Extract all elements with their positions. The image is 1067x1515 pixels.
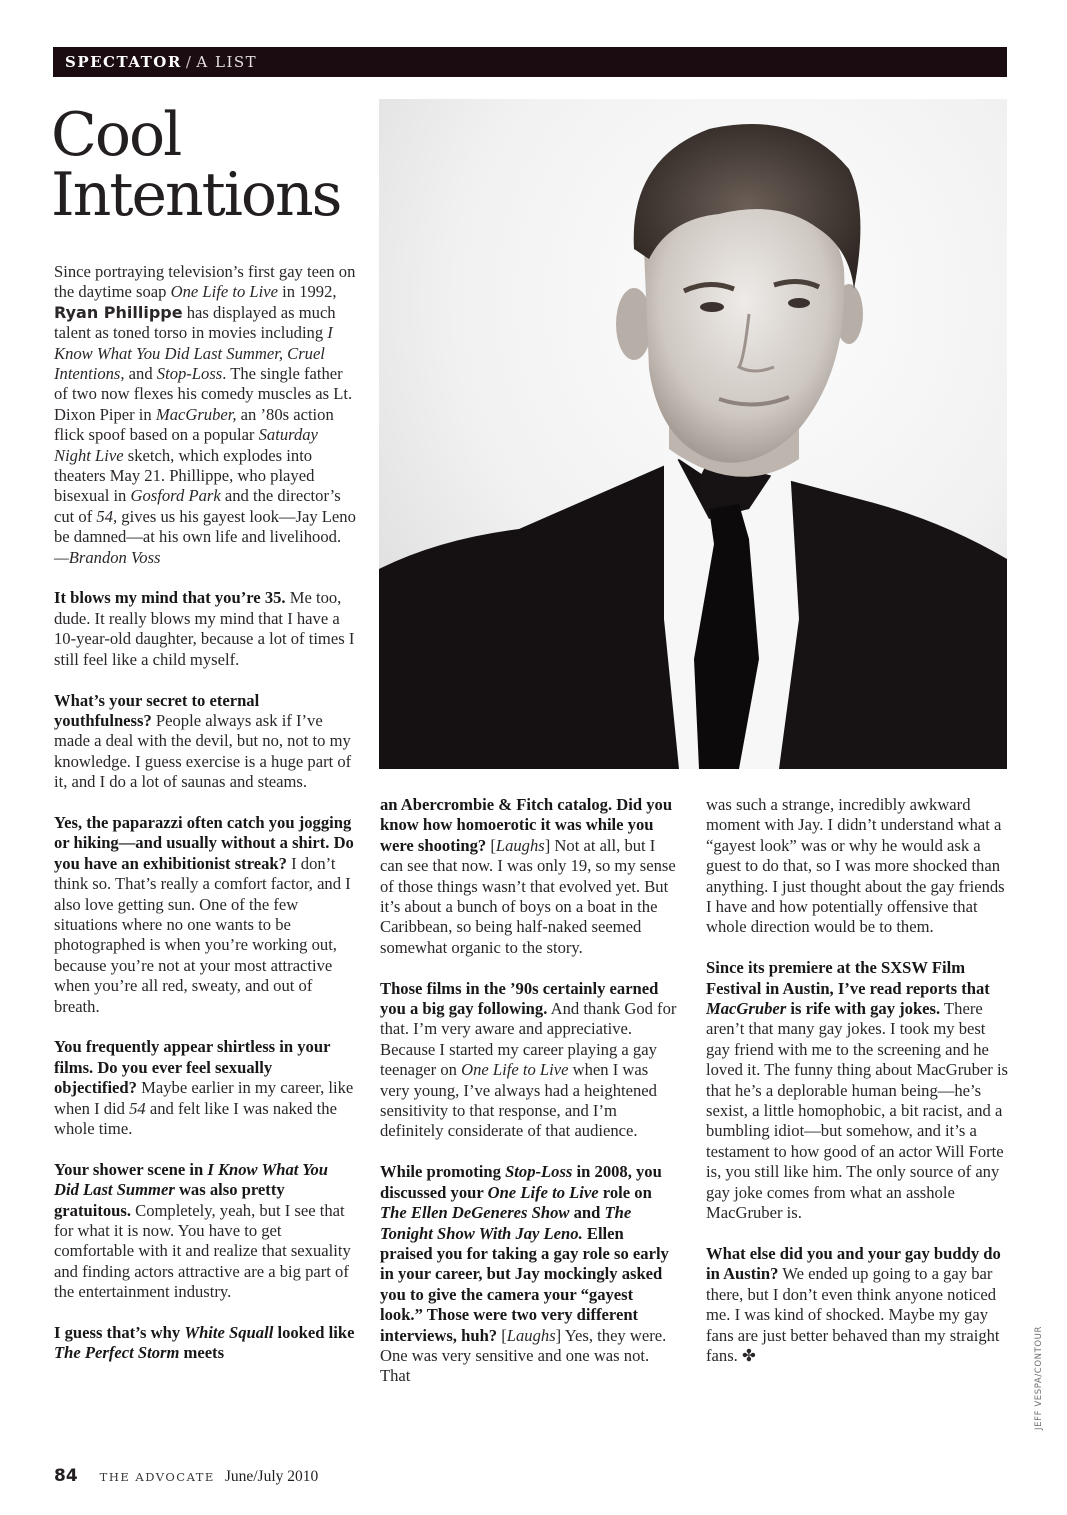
answer: Completely, yeah, but I see that for what it is now. You have to get comfortable with it and realize that sexuality and finding actors attractive are a big part of the entertainment industry. (54, 1200, 351, 1302)
photo-credit-text: JEFF VESPA/CONTOUR (1034, 1326, 1044, 1430)
answer: ] Not at all, but I can see that now. I was only 19, so my sense of those things wasn’t that evolved yet. But it’s about a bunch of boys on a boat in the Caribbean, so being half-naked seemed somewhat organic to the story. (380, 835, 676, 957)
qa-item-continuation: an Abercrombie & Fitch catalog. Did you know how homoerotic it was while you were shooting? [Laughs] Not at all, but I can see that now. I was only 19, so my sense of those things wasn’t that evolved yet. But it’s about a bunch of boys on a boat in the Caribbean, so being half-naked seemed somewhat organic to the story. (380, 795, 676, 957)
headline-line-1: Cool (51, 100, 181, 170)
intro-paragraph: Since portraying television’s first gay teen on the daytime soap One Life to Live in 1992, Ryan Phillippe has displayed as much talent as toned torso in movies including I Know What You Did Last Summer, Cruel Intentions, and Stop-Loss. The single father of two now flexes his comedy muscles as Lt. Dixon Piper in MacGruber, an ’80s action flick spoof based on a popular Saturday Night Live sketch, which explodes into theaters May 21. Phillippe, who played bisexual in Gosford Park and the director’s cut of 54, gives us his gayest look—Jay Leno be damned—at his own life and livelihood. —Brandon Voss (54, 262, 356, 567)
section-separator: / (185, 53, 193, 71)
photo-credit (1030, 1325, 1042, 1435)
qa-item (706, 1244, 1008, 1366)
headline-line-2: Intentions (51, 160, 341, 230)
subsection-name: A LIST (196, 53, 258, 71)
page-footer (54, 1466, 318, 1486)
byline: —Brandon Voss (54, 547, 161, 567)
answer: There aren’t that many gay jokes. I took my best gay friend with me to the screening and he loved it. The funny thing about MacGruber is that he’s a deplorable human being—he’s sexist, a little homophobic, a bit racist, and a bumbling idiot—but somehow, and it’s a testament to how good of an actor Will Forte is, you still like him. The only source of any gay joke comes from what an asshole MacGruber is. (706, 999, 1009, 1223)
question: It blows my mind that you’re 35. (54, 588, 286, 608)
qa-item (54, 813, 356, 1017)
page-number: 84 (54, 1466, 78, 1486)
qa-answer-continuation: was such a strange, incredibly awkward moment with Jay. I didn’t understand what a “gayest look” was or why he would ask a guest to do that, so I was more shocked than anything. I just thought about the gay friends I have and how potentially offensive that whole direction would be to them. (706, 795, 1005, 937)
qa-item: While promoting Stop-Loss in 2008, you discussed your One Life to Live role on The Ellen DeGeneres Show and The Tonight Show With Jay Leno. Ellen praised you for taking a gay role so early in your career, but Jay mockingly asked you to give the camera your “gayest look.” Those were two very different interviews, huh? [Laughs] Yes, they were. One was very sensitive and one was not. That (380, 1162, 669, 1386)
article-column-2 (380, 795, 678, 1387)
qa-item: Those films in the ’90s certainly earned you a big gay following. And thank God for that. I’m very aware and appreciative. Because I started my career playing a gay teenager on One Life to Live when I was very young, I’ve always had a heightened sensitivity to that response, and I’m definitely considerate of that audience. (380, 978, 677, 1141)
qa-item-continued (54, 1323, 356, 1364)
issue-date: June/July 2010 (224, 1468, 319, 1485)
section-header-bar (53, 47, 1007, 77)
answer: Me too, dude. It really blows my mind that I have a 10-year-old daughter, because a lot of times I still feel like a child myself. (54, 588, 355, 669)
question: Your shower scene in I Know What You Did Last Summer was also pretty gratuitous. (54, 1159, 329, 1220)
portrait-illustration (379, 99, 1007, 769)
question: I guess that’s why White Squall looked like The Perfect Storm meets (54, 1323, 355, 1363)
portrait-photo (379, 99, 1007, 769)
section-label (65, 53, 257, 71)
magazine-name: THE ADVOCATE (99, 1470, 215, 1484)
article-headline (51, 100, 341, 230)
question: While promoting Stop-Loss in 2008, you discussed your One Life to Live role on The Ellen DeGeneres Show and The Tonight Show With Jay Leno. Ellen praised you for taking a gay role so early in your career, but Jay mockingly asked you to give the camera your “gayest look.” Those were two very different interviews, huh? (380, 1162, 669, 1345)
end-mark-icon: ✤ (741, 1345, 756, 1365)
qa-item (706, 958, 1008, 1223)
answer: We ended up going to a gay bar there, but I don’t even think anyone noticed me. I was kind of shocked. Maybe my gay fans are just better behaved than my straight fans. (706, 1264, 1000, 1365)
article-column-1 (54, 262, 356, 1364)
question: What else did you and your gay buddy do in Austin? (706, 1243, 1001, 1284)
question: Since its premiere at the SXSW Film Festival in Austin, I’ve read reports that MacGruber is rife with gay jokes. (706, 958, 990, 1019)
question: You frequently appear shirtless in your films. Do you ever feel sexually objectified? (54, 1037, 331, 1098)
question: Yes, the paparazzi often catch you jogging or hiking—and usually without a shirt. Do you have an exhibitionist streak? (54, 812, 354, 873)
question: an Abercrombie & Fitch catalog. Did you know how homoerotic it was while you were shooting? (380, 795, 673, 855)
qa-item (54, 588, 356, 670)
qa-item: You frequently appear shirtless in your films. Do you ever feel sexually objectified? Maybe earlier in my career, like when I did 54 and felt like I was naked the whole time. (54, 1037, 354, 1138)
question: What’s your secret to eternal youthfulness? (54, 690, 260, 730)
subject-name: Ryan Phillippe (54, 302, 183, 322)
article-column-3 (706, 795, 1008, 1387)
qa-item (54, 1160, 356, 1303)
answer: People always ask if I’ve made a deal with the devil, but no, not to my knowledge. I guess exercise is a huge part of it, and I do a lot of saunas and steams. (54, 710, 352, 792)
question: Those films in the ’90s certainly earned you a big gay following. (380, 978, 659, 1019)
qa-item (54, 691, 356, 793)
answer: I don’t think so. That’s really a comfort factor, and I also love getting sun. One of the few situations where no one wants to be photographed is when you’re working out, because you’re not at your most attractive when you’re all red, sweaty, and out of breath. (54, 853, 351, 1016)
section-name: SPECTATOR (65, 53, 182, 71)
